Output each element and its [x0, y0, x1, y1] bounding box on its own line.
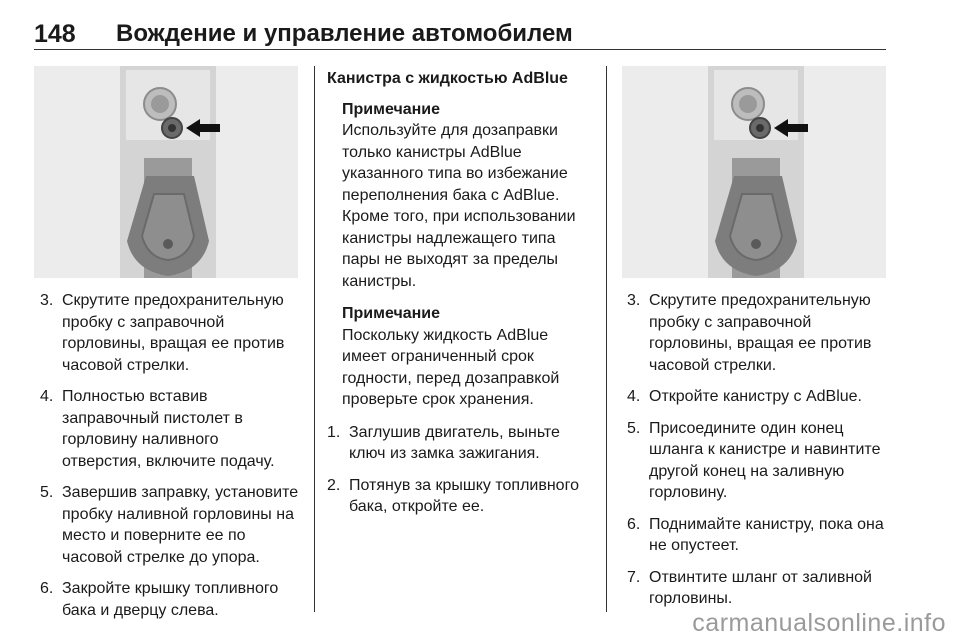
header-rule: [34, 49, 886, 50]
note-title: Примечание: [342, 305, 441, 322]
list-item: [627, 567, 889, 610]
step-number: 5.: [40, 484, 54, 501]
list-item: [40, 482, 302, 568]
step-number: 4.: [40, 388, 54, 405]
list-item: [327, 475, 593, 518]
column-divider-left: [314, 66, 315, 612]
list-item: [627, 290, 889, 376]
page-number: 148: [34, 20, 76, 48]
middle-column: [327, 68, 593, 528]
list-item: [627, 386, 889, 408]
step-number: 1.: [327, 423, 341, 441]
adblue-filler-illustration-svg: [622, 66, 886, 278]
step-text: Скрутите предохранительную пробку с заправочной горловины, вращая ее против часовой стрелки.: [62, 292, 285, 374]
note-title: Примечание: [342, 100, 441, 118]
note-text: Поскольку жидкость AdBlue имеет ограниченный срок годности, перед дозаправкой проверьте срок хранения.: [342, 326, 560, 408]
step-number: 6.: [627, 515, 641, 533]
watermark: carmanualsonline.info: [692, 609, 946, 637]
step-number: 4.: [627, 388, 641, 405]
right-column-steps: [627, 290, 889, 620]
adblue-filler-cap-arrow-illustration: [622, 66, 886, 278]
step-number: 7.: [627, 568, 641, 586]
step-text: Закройте крышку топливного бака и дверцу слева.: [62, 580, 279, 619]
note-text: Используйте для дозаправки только канистры AdBlue указанного типа во избежание переполнения бака с AdBlue. Кроме того, при использовании канистры надлежащего типа пары не выходят за пределы канистры.: [342, 122, 576, 290]
list-item: [627, 418, 889, 504]
step-text: Заглушив двигатель, выньте ключ из замка зажигания.: [349, 423, 560, 462]
note-block: [342, 303, 593, 411]
step-text: Отвинтите шланг от заливной горловины.: [649, 568, 872, 607]
page-header: [34, 18, 886, 52]
step-text: Завершив заправку, установите пробку наливной горловины на место и поверните ее по часовой стрелке до упора.: [62, 484, 299, 566]
fuel-filler-cap-arrow-illustration: [34, 66, 298, 278]
step-number: 3.: [40, 292, 54, 309]
page-title: Вождение и управление автомобилем: [116, 20, 573, 47]
section-title: Канистра с жидкостью AdBlue: [327, 70, 568, 87]
step-text: Полностью вставив заправочный пистолет в горловину наливного отверстия, включите подачу.: [62, 388, 275, 470]
step-text: Скрутите предохранительную пробку с заправочной горловины, вращая ее против часовой стрелки.: [649, 292, 872, 374]
step-text: Присоедините один конец шланга к канистре и навинтите другой конец на заливную горловину.: [649, 419, 881, 501]
list-item: [627, 514, 889, 557]
step-text: Потянув за крышку топливного бака, откройте ее.: [349, 476, 579, 515]
column-divider-right: [606, 66, 607, 612]
step-number: 5.: [627, 419, 641, 437]
step-number: 6.: [40, 580, 54, 597]
step-text: Поднимайте канистру, пока она не опустеет.: [649, 515, 884, 554]
list-item: [40, 290, 302, 376]
step-text: Откройте канистру с AdBlue.: [649, 388, 862, 405]
list-item: [327, 422, 593, 465]
fuel-filler-illustration-svg: [34, 66, 298, 278]
list-item: [40, 386, 302, 472]
step-number: 2.: [327, 476, 341, 494]
list-item: [40, 578, 302, 621]
note-block: [342, 99, 593, 293]
step-number: 3.: [627, 292, 641, 309]
left-column-steps: [40, 290, 302, 631]
